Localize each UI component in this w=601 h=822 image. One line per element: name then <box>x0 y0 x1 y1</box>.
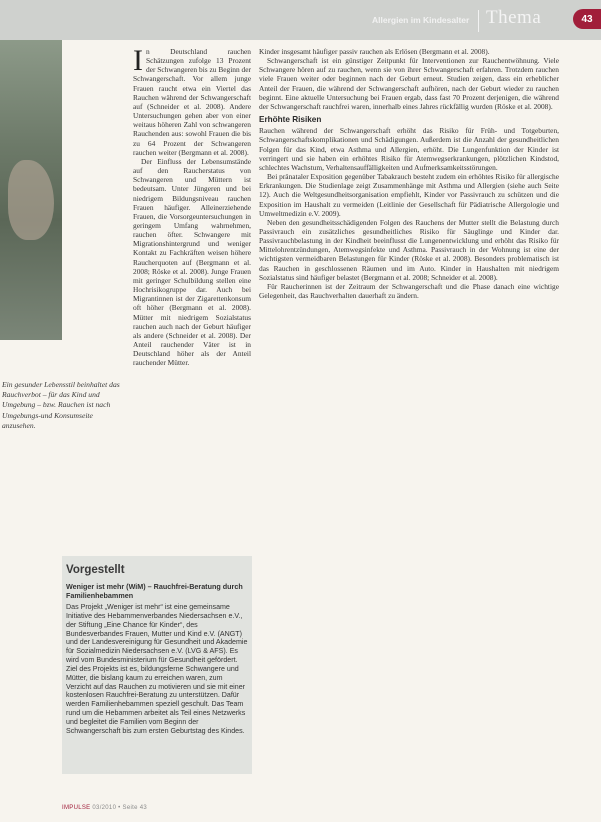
info-box-subtitle: Weniger ist mehr (WiM) – Rauchfrei-Beratung durch Familienhebammen <box>66 582 243 600</box>
dropcap: I <box>133 47 143 77</box>
paragraph: Kinder insgesamt häufiger passiv rauchen als Erlösen (Bergmann et al. 2008). <box>259 47 490 56</box>
article-column-1 <box>133 47 251 535</box>
paragraph: Schwangerschaft ist ein günstiger Zeitpunkt für Interventionen zur Rauchentwöhnung. Viele Schwangere hören auf zu rauchen, wenn sie von ihrer Schwangerschaft erfahren. Trotzdem rauchen viele Frauen weiter oder beginnen nach der Geburt erneut. Studien zeigen, dass ein erheblicher Anteil der Frauen, die während der Schwangerschaft aufhören, nach der Geburt wieder zu rauchen beginnt. Eine aktuelle Untersuchung bei Frauen ergab, dass fast 70 Prozent derjenigen, die während der Schwangerschaft rauchfrei waren, innerhalb eines Jahres rückfällig wurden (Röske et al. 2008). <box>259 56 559 111</box>
article-column-2 <box>259 47 559 775</box>
paragraph: Rauchen während der Schwangerschaft erhöht das Risiko für Früh- und Totgeburten, Schwangerschaftskomplikationen und Schädigungen. Außerdem ist die Anzahl der gesundheitlichen Folgen für das Kind, etwa Asthma und Allergien, erhöht. Die Lungenfunktion der Kinder ist verringert und sie haben ein erhöhtes Risiko für Atemwegserkrankungen, plötzlichen Kindstod, schlechtes Wachstum, Verhaltensauffälligkeiten und Aufmerksamkeitsstörungen. <box>259 126 559 172</box>
photo-detail <box>8 160 54 240</box>
section-subheading: Erhöhte Risiken <box>259 115 322 125</box>
page-number-badge: 43 <box>573 9 601 29</box>
info-box <box>62 556 252 774</box>
header-bar <box>0 0 601 40</box>
paragraph: Bei pränataler Exposition gegenüber Tabakrauch besteht zudem ein erhöhtes Risiko für allergische Erkrankungen. Die Studienlage zeigt Zusammenhänge mit Asthma und Allergien (siehe auch Seite 12). Auch die Weltgesundheitsorganisation empfiehlt, Kinder vor Passivrauch zu schützen und die Exposition im Haushalt zu vermeiden (Leitlinie der Gesellschaft für Pädiatrische Allergologie und Umweltmedizin e.V. 2009). <box>259 172 559 218</box>
section-word: Thema <box>486 7 542 28</box>
photo-crop <box>0 40 62 340</box>
header-divider <box>478 10 479 32</box>
paragraph: Neben den gesundheitsschädigenden Folgen des Rauchens der Mutter stellt die Belastung durch Passivrauch ein zusätzliches gesundheitliches Risiko für Säuglinge und Kinder dar. Passivrauchbelastung in der Kindheit beeinflusst die Lungenentwicklung und erhöht das Risiko für Mittelohrentzündungen, Atemwegsinfekte und Asthma. Passivrauch in der Wohnung ist eine der wichtigsten vermeidbaren Belastungen für Kinder (Röske et al. 2008). Besonders problematisch ist das Rauchen in geschlossenen Räumen und im Auto. Kinder in Haushalten mit niedrigem Sozialstatus sind häufiger belastet (Bergmann et al. 2008; Schneider et al. 2008). <box>259 217 559 282</box>
footer-journal: IMPULSE <box>62 805 91 811</box>
page-footer <box>62 805 147 811</box>
info-box-text: Das Projekt „Weniger ist mehr“ ist eine gemeinsame Initiative des Hebammenverbandes Niedersachsen e.V., der Stiftung „Eine Chance für Kinder“, des Bundesverbandes Frauen, Mutter und Kind e.V. (ANGT) und der Landesvereinigung für Gesundheit und Akademie für Sozialmedizin Niedersachsen e.V. (LVG & AFS). Es wird vom Bundesministerium für Gesundheit gefördert. Ziel des Projekts ist es, bildungsferne Schwangere und Mütter, die bislang kaum zu erreichen waren, zum Verzicht auf das Rauchen zu motivieren und sie mit einer kostenlosen Rauchfrei-Beratung zu unterstützen. Dafür werden Familienhebammen speziell geschult. Das Team rund um die Hebammen arbeitet als Teil eines Netzwerks und begleitet die Familien vom Beginn der Schwangerschaft bis zum ersten Geburtstag des Kindes. <box>66 603 248 735</box>
section-label: Allergien im Kindesalter <box>372 15 470 25</box>
info-box-title: Vorgestellt <box>66 564 125 576</box>
paragraph: Für Raucherinnen ist der Zeitraum der Schwangerschaft und die Phase danach eine wichtige Gelegenheit, das Rauchverhalten dauerhaft zu ändern. <box>259 281 559 301</box>
footer-issue: 03/2010 • Seite 43 <box>92 805 147 811</box>
paragraph: Der Einfluss der Lebensumstände auf den Raucherstatus von Schwangeren und Müttern ist bedeutsam. Unter Jüngeren und bei niedrigem Bildungsniveau rauchen Frauen häufiger. Alleinerziehende Frauen, die Vorsorgeuntersuchungen in geringem Umfang wahrnehmen, rauchen öfter. Schwangere mit Migrationshintergrund und weniger Kontakt zu Fachkräften weisen höhere Raucherquoten auf (Bergmann et al. 2008; Röske et al. 2008). Junge Frauen mit geringer Schulbildung stellen eine Hochrisikogruppe dar. Auch bei Migrantinnen ist der Zigarettenkonsum oft höher (Bergmann et al. 2008). Mütter mit niedrigem Sozialstatus rauchen auch nach der Geburt häufiger als andere (Schneider et al. 2008). Der Anteil rauchender Väter ist in Deutschland höher als der Anteil rauchender Mütter. <box>133 156 251 368</box>
photo-caption: Ein gesunder Lebensstil beinhaltet das Rauchverbot – für das Kind und Umgebung – bzw. Rauchen ist nach Umgebungs-und Konsumseite anzusehen. <box>2 380 120 430</box>
paragraph: n Deutschland rauchen Schätzungen zufolge 13 Prozent der Schwangeren bis zu Beginn der Schwangerschaft. Vor allem junge Frauen raucht etwa ein Viertel das Rauchen während der Schwangerschaft auf (Schneider et al. 2008). Andere Untersuchungen gehen aber von einer weitaus höheren Zahl von schwangeren Rauchenden aus: sowohl Frauen die bis zu 64 Prozent der Schwangeren rauchen weiter (Bergmann et al. 2008). <box>133 47 251 157</box>
